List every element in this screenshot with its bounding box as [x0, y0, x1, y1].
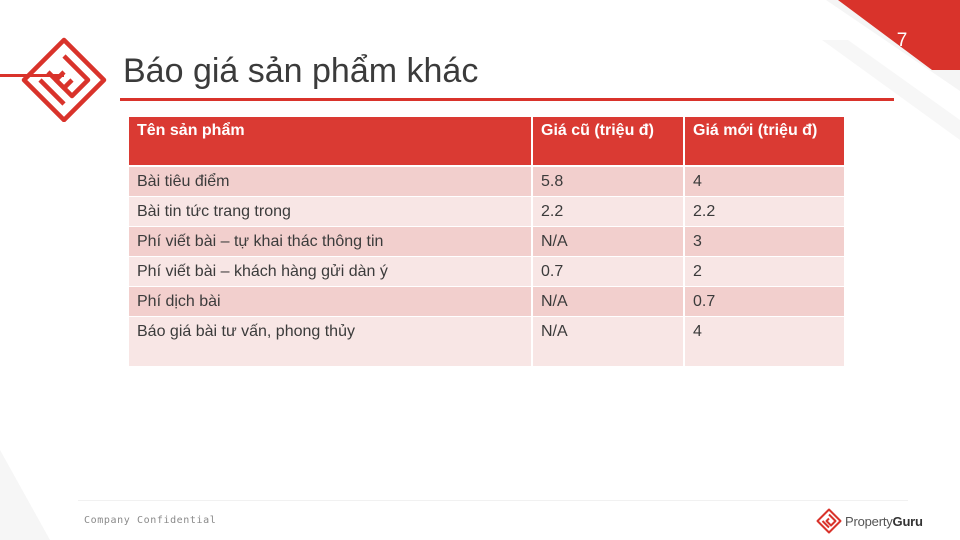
brand-name [845, 514, 923, 529]
cell-old-price: 2.2 [532, 197, 684, 227]
table-row [129, 227, 844, 257]
price-table [129, 117, 844, 367]
table-row [129, 257, 844, 287]
cell-old-price: 5.8 [532, 166, 684, 197]
cell-new-price: 3 [684, 227, 844, 257]
table-header-row [129, 117, 844, 166]
propertyguru-logo-icon [20, 36, 108, 122]
cell-product-name: Bài tin tức trang trong [129, 197, 532, 227]
header-old-price: Giá cũ (triệu đ) [532, 117, 684, 166]
cell-product-name: Phí viết bài – tự khai thác thông tin [129, 227, 532, 257]
brand-name-bold: Guru [892, 513, 923, 529]
cell-new-price: 4 [684, 317, 844, 367]
page-number: 7 [896, 30, 908, 51]
propertyguru-mark-icon [816, 508, 842, 534]
cell-old-price: N/A [532, 287, 684, 317]
table-row [129, 197, 844, 227]
title-underline [120, 98, 894, 101]
cell-old-price: 0.7 [532, 257, 684, 287]
footer-divider [78, 500, 908, 501]
cell-product-name: Bài tiêu điểm [129, 166, 532, 197]
header-new-price: Giá mới (triệu đ) [684, 117, 844, 166]
brand-name-light: Property [845, 513, 893, 529]
cell-old-price: N/A [532, 317, 684, 367]
confidential-note: Company Confidential [84, 515, 217, 526]
brand-logo [816, 507, 923, 535]
table-row [129, 287, 844, 317]
cell-new-price: 2 [684, 257, 844, 287]
table-row [129, 317, 844, 367]
cell-product-name: Phí dịch bài [129, 287, 532, 317]
cell-new-price: 0.7 [684, 287, 844, 317]
cell-old-price: N/A [532, 227, 684, 257]
cell-product-name: Phí viết bài – khách hàng gửi dàn ý [129, 257, 532, 287]
cell-product-name: Báo giá bài tư vấn, phong thủy [129, 317, 532, 367]
cell-new-price: 4 [684, 166, 844, 197]
header-product-name: Tên sản phẩm [129, 117, 532, 166]
cell-new-price: 2.2 [684, 197, 844, 227]
page-title: Báo giá sản phẩm khác [123, 52, 479, 90]
table-row [129, 166, 844, 197]
